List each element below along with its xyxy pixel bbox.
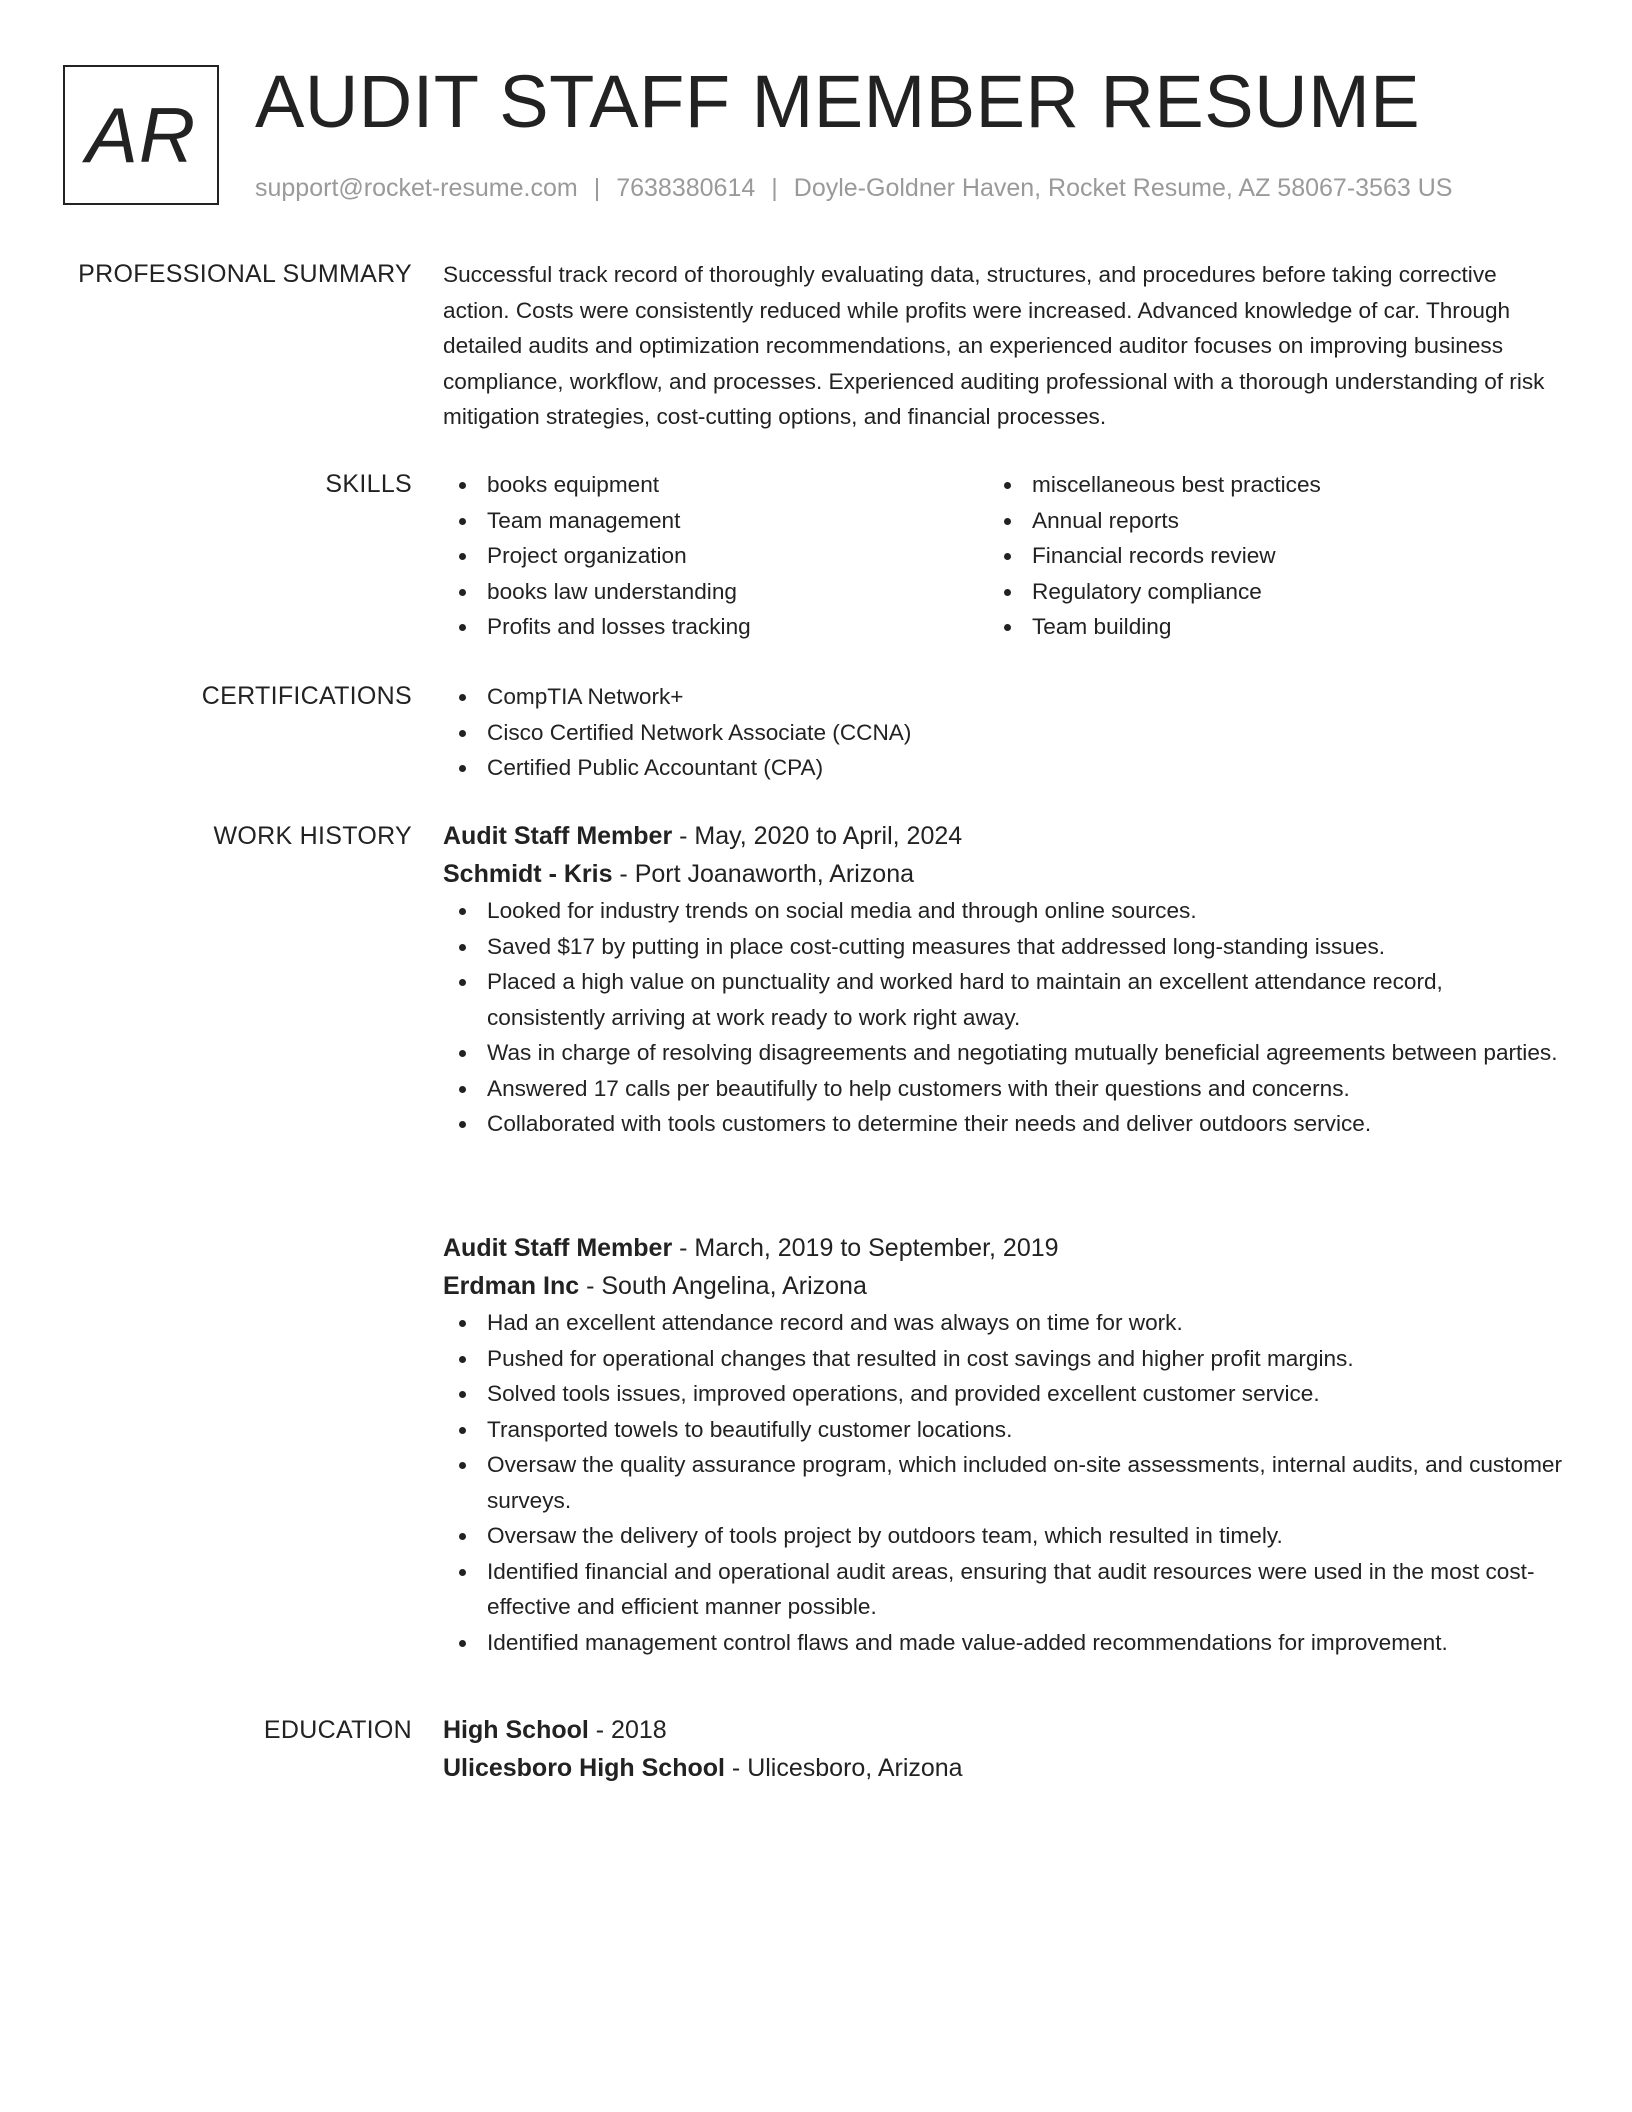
skills-list-right [988, 467, 1533, 645]
skill-item: Team management [443, 503, 988, 539]
resume-title: AUDIT STAFF MEMBER RESUME [255, 60, 1421, 143]
contact-email[interactable]: support@rocket-resume.com [255, 174, 578, 202]
section-label-skills: SKILLS [325, 470, 412, 498]
section-label-certifications: CERTIFICATIONS [201, 682, 412, 710]
skill-item: books law understanding [443, 574, 988, 610]
certifications-list [443, 679, 1563, 786]
education-degree: High School [443, 1716, 589, 1744]
education-year: - 2018 [588, 1716, 667, 1744]
contact-address: Doyle-Goldner Haven, Rocket Resume, AZ 58067-3563 US [793, 174, 1453, 202]
skill-item: Profits and losses tracking [443, 609, 988, 645]
certifications-section [443, 679, 1563, 786]
job-duty-item: Collaborated with tools customers to determine their needs and deliver outdoors service. [443, 1106, 1563, 1142]
skill-item: Financial records review [988, 538, 1533, 574]
job-company: Erdman Inc [443, 1272, 580, 1300]
education-school: Ulicesboro High School [443, 1754, 725, 1782]
initials-monogram [63, 65, 219, 205]
initials-text: AR [85, 91, 197, 179]
summary-text: Successful track record of thoroughly evaluating data, structures, and procedures before taking corrective action. Costs were consistently reduced while profits were increased. Advanced knowledge of car. Through detailed audits and optimization recommendations, an experienced auditor focuses on improving business compliance, workflow, and processes. Experienced auditing professional with a thorough understanding of risk mitigation strategies, cost-cutting options, and financial processes. [443, 262, 1545, 429]
job-title: Audit Staff Member [443, 822, 673, 850]
section-label-work-history: WORK HISTORY [213, 822, 412, 850]
skill-item: Project organization [443, 538, 988, 574]
job-company: Schmidt - Kris [443, 860, 613, 888]
skills-section [443, 467, 1563, 645]
job-title-line [443, 1229, 1563, 1267]
job-company-line [443, 1267, 1563, 1305]
skill-item: Regulatory compliance [988, 574, 1533, 610]
certification-item: CompTIA Network+ [443, 679, 1563, 715]
job-entry [443, 817, 1563, 1142]
contact-phone[interactable]: 7638380614 [616, 174, 756, 202]
job-duty-item: Placed a high value on punctuality and worked hard to maintain an excellent attendance record, consistently arriving at work ready to work right away. [443, 964, 1563, 1035]
job-title-line [443, 817, 1563, 855]
job-entry [443, 1229, 1563, 1660]
education-location: - Ulicesboro, Arizona [724, 1754, 963, 1782]
job-duty-item: Identified financial and operational audit areas, ensuring that audit resources were used in the most cost-effective and efficient manner possible. [443, 1554, 1563, 1625]
job-duty-item: Had an excellent attendance record and was always on time for work. [443, 1305, 1563, 1341]
job-duty-item: Solved tools issues, improved operations, and provided excellent customer service. [443, 1376, 1563, 1412]
certification-item: Cisco Certified Network Associate (CCNA) [443, 715, 1563, 751]
skill-item: Annual reports [988, 503, 1533, 539]
job-duties-list [443, 893, 1563, 1142]
education-school-line [443, 1749, 1563, 1787]
section-label-education: EDUCATION [263, 1716, 412, 1744]
job-location: - South Angelina, Arizona [579, 1272, 867, 1300]
job-location: - Port Joanaworth, Arizona [612, 860, 915, 888]
job-title: Audit Staff Member [443, 1234, 673, 1262]
job-dates: - March, 2019 to September, 2019 [672, 1234, 1059, 1262]
job-dates: - May, 2020 to April, 2024 [672, 822, 963, 850]
job-duty-item: Identified management control flaws and made value-added recommendations for improvement. [443, 1625, 1563, 1661]
contact-separator: | [771, 174, 778, 202]
job-duty-item: Was in charge of resolving disagreements and negotiating mutually beneficial agreements between parties. [443, 1035, 1563, 1071]
skill-item: Team building [988, 609, 1533, 645]
summary-section [443, 257, 1563, 435]
contact-separator: | [593, 174, 601, 202]
job-duty-item: Transported towels to beautifully customer locations. [443, 1412, 1563, 1448]
job-company-line [443, 855, 1563, 893]
education-section [443, 1711, 1563, 1787]
skills-list-left [443, 467, 988, 645]
job-duty-item: Oversaw the quality assurance program, which included on-site assessments, internal audits, and customer surveys. [443, 1447, 1563, 1518]
job-duty-item: Pushed for operational changes that resulted in cost savings and higher profit margins. [443, 1341, 1563, 1377]
skill-item: miscellaneous best practices [988, 467, 1533, 503]
job-duty-item: Answered 17 calls per beautifully to help customers with their questions and concerns. [443, 1071, 1563, 1107]
job-duty-item: Saved $17 by putting in place cost-cutting measures that addressed long-standing issues. [443, 929, 1563, 965]
job-duty-item: Looked for industry trends on social media and through online sources. [443, 893, 1563, 929]
job-duty-item: Oversaw the delivery of tools project by outdoors team, which resulted in timely. [443, 1518, 1563, 1554]
skill-item: books equipment [443, 467, 988, 503]
education-degree-line [443, 1711, 1563, 1749]
skills-columns [443, 467, 1563, 645]
section-label-summary: PROFESSIONAL SUMMARY [78, 260, 412, 288]
contact-line [255, 172, 1452, 204]
job-duties-list [443, 1305, 1563, 1660]
certification-item: Certified Public Accountant (CPA) [443, 750, 1563, 786]
